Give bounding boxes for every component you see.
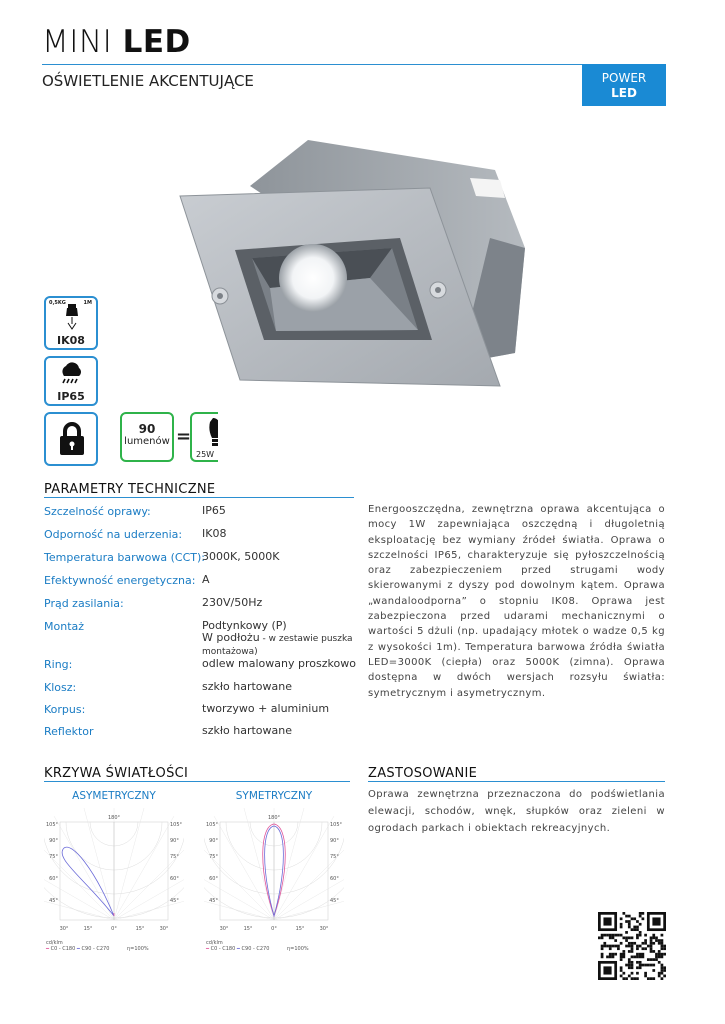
param-key: Reflektor <box>44 725 94 738</box>
asym-legend <box>46 940 186 952</box>
legend-c0-swatch: ━ <box>46 946 50 952</box>
params-rule <box>44 497 354 498</box>
polar-spoke <box>274 808 305 920</box>
param-value-text: Podtynkowy (P) <box>202 619 287 632</box>
polar-angle-left: 105° <box>45 822 58 828</box>
application-title: ZASTOSOWANIE <box>368 766 478 781</box>
polar-angle-right: 45° <box>330 898 339 904</box>
polar-bottom-tick: 30° <box>319 926 329 932</box>
polar-bottom-tick: 0° <box>111 926 117 932</box>
polar-angle-left: 75° <box>209 854 218 860</box>
curve-c90 <box>62 847 114 916</box>
application-rule <box>368 781 665 782</box>
polar-angle-left: 60° <box>209 876 218 882</box>
polar-angle-left: 60° <box>49 876 58 882</box>
padlock-icon <box>58 422 86 456</box>
legend-unit: cd/klm <box>206 940 223 946</box>
polar-bottom-tick: 15° <box>135 926 145 932</box>
param-value-line2: W podłożu <box>202 631 260 644</box>
bulb-equivalent-badge <box>190 412 218 462</box>
param-value-text: tworzywo + aluminium <box>202 702 330 715</box>
param-value-text: 3000K, 5000K <box>202 550 280 563</box>
polar-spoke <box>114 889 184 920</box>
param-value <box>202 725 362 737</box>
polar-bottom-tick: 30° <box>219 926 229 932</box>
badge-line1: POWER <box>601 71 647 85</box>
param-key: Efektywność energetyczna: <box>44 574 196 587</box>
param-value <box>202 505 362 517</box>
bulb-watt: 25W <box>196 450 215 459</box>
asym-title: ASYMETRYCZNY <box>72 790 156 802</box>
lumen-badge <box>120 412 174 462</box>
param-value-note: - w zestawie puszka montażowa) <box>202 634 353 657</box>
legend-c90: C90 - C270 <box>81 946 110 952</box>
legend-unit: cd/klm <box>46 940 63 946</box>
param-value <box>202 703 362 715</box>
polar-angle-right: 75° <box>170 854 179 860</box>
polar-angle-right: 105° <box>330 822 343 828</box>
polar-angle-left: 90° <box>209 838 218 844</box>
polar-angle-left: 75° <box>49 854 58 860</box>
polar-bottom-tick: 15° <box>243 926 253 932</box>
ik08-height: 1M <box>83 300 92 306</box>
legend-efficiency: η=100% <box>126 946 149 952</box>
param-value <box>202 681 362 693</box>
sym-legend <box>206 940 346 952</box>
polar-angle-right: 105° <box>170 822 183 828</box>
polar-angle-left: 105° <box>205 822 218 828</box>
polar-bottom-tick: 30° <box>59 926 69 932</box>
param-value <box>202 551 362 563</box>
qr-code-icon <box>598 912 666 980</box>
polar-angle-right: 75° <box>330 854 339 860</box>
polar-angle-right: 45° <box>170 898 179 904</box>
param-key: Ring: <box>44 658 73 671</box>
params-title: PARAMETRY TECHNICZNE <box>44 482 216 497</box>
title-bold: LED <box>122 24 191 60</box>
polar-bottom-tick: 15° <box>83 926 93 932</box>
sym-title: SYMETRYCZNY <box>235 790 313 802</box>
param-value <box>202 597 362 609</box>
param-value <box>202 658 362 670</box>
lumen-unit: lumenów <box>124 436 170 447</box>
polar-angle-right: 60° <box>330 876 339 882</box>
ik08-label: IK08 <box>57 334 85 347</box>
polar-angle-left: 45° <box>209 898 218 904</box>
polar-spoke <box>274 889 344 920</box>
polar-angle-left: 45° <box>49 898 58 904</box>
asym-polar-chart <box>44 808 184 938</box>
param-value-text: szkło hartowane <box>202 724 292 737</box>
param-key: Temperatura barwowa (CCT): <box>44 551 205 564</box>
param-value-text: IK08 <box>202 527 227 540</box>
polar-bottom-tick: 15° <box>295 926 305 932</box>
polar-spoke <box>204 889 274 920</box>
badge-line2: LED <box>611 86 637 100</box>
polar-spoke <box>54 816 114 920</box>
ik08-icon <box>44 296 98 350</box>
param-key: Montaż <box>44 620 85 633</box>
legend-efficiency: η=100% <box>286 946 309 952</box>
param-value-text: odlew malowany proszkowo <box>202 657 356 670</box>
param-key: Klosz: <box>44 681 77 694</box>
ik08-weight: 0,5KG <box>49 300 66 306</box>
sym-polar-chart <box>204 808 344 938</box>
curve-title: KRZYWA ŚWIATŁOŚCI <box>44 766 189 781</box>
param-value-text: IP65 <box>202 504 226 517</box>
polar-spoke <box>114 808 145 920</box>
polar-asymmetric <box>44 790 184 950</box>
legend-c90-swatch: ━ <box>76 946 80 952</box>
header-rule <box>42 64 582 65</box>
legend-c0: C0 - C180 <box>50 946 76 952</box>
param-value-text: 230V/50Hz <box>202 596 263 609</box>
application-text: Oprawa zewnętrzna przeznaczona do podświetlania elewacji, schodów, wnęk, słupków oraz zieleni w ogrodach parkach i obiektach rekreacyjnych. <box>368 789 665 834</box>
weight-drop-icon <box>63 304 81 332</box>
polar-top-angle: 180° <box>107 815 121 821</box>
polar-angle-left: 90° <box>49 838 58 844</box>
param-key: Prąd zasilania: <box>44 597 124 610</box>
power-led-badge <box>582 64 666 106</box>
polar-bottom-tick: 0° <box>271 926 277 932</box>
legend-c90: C90 - C270 <box>241 946 270 952</box>
polar-symmetric <box>204 790 344 950</box>
param-value <box>202 528 362 540</box>
polar-spoke <box>114 816 174 920</box>
param-value <box>202 574 362 586</box>
ip65-icon <box>44 356 98 406</box>
polar-angle-right: 60° <box>170 876 179 882</box>
title-light: MINI <box>42 24 113 60</box>
polar-spoke <box>83 808 114 920</box>
param-key: Korpus: <box>44 703 86 716</box>
param-value-text: szkło hartowane <box>202 680 292 693</box>
polar-top-angle: 180° <box>267 815 281 821</box>
page-subtitle: OŚWIETLENIE AKCENTUJĄCE <box>42 72 254 90</box>
param-key: Szczelność oprawy: <box>44 505 151 518</box>
lumen-value: 90 <box>138 422 156 436</box>
legend-c0: C0 - C180 <box>210 946 236 952</box>
page-title <box>42 24 191 60</box>
legend-c90-swatch: ━ <box>236 946 240 952</box>
equals-sign: = <box>176 426 192 447</box>
rain-cloud-icon <box>57 362 85 386</box>
param-value <box>202 620 362 658</box>
polar-angle-right: 90° <box>170 838 179 844</box>
product-image <box>160 118 540 398</box>
polar-angle-right: 90° <box>330 838 339 844</box>
curve-rule <box>44 781 350 782</box>
vandal-lock-icon <box>44 412 98 466</box>
product-description: Energooszczędna, zewnętrzna oprawa akcentująca o mocy 1W zapewniająca oszczędną i długoletnią eksploatację bez wymiany źródeł światła. Oprawa o szczelności IP65, charakteryzuje się pyłoszczelnością oraz zabezpieczeniem przed strugami wody skierowanymi z dyszy pod dowolnym kątem. Oprawa „wandaloodporna” o stopniu IK08. Oprawa jest zabezpieczona przed udarami mechanicznymi o wartości 5 dżuli (np. upadający młotek o wadze 0,5 kg z wysokości 1m). Temperatura barwowa źródła światła LED=3000K (ciepła) oraz 5000K (zimna). Oprawa dostępna w dwóch wersjach rozsyłu światła: symetrycznym i asymetrycznym. <box>368 504 665 699</box>
ip65-label: IP65 <box>57 390 85 403</box>
polar-bottom-tick: 30° <box>159 926 169 932</box>
legend-c0-swatch: ━ <box>206 946 210 952</box>
bulb-icon <box>206 416 218 450</box>
param-key: Odporność na uderzenia: <box>44 528 183 541</box>
polar-spoke <box>243 808 274 920</box>
param-value-text: A <box>202 573 210 586</box>
